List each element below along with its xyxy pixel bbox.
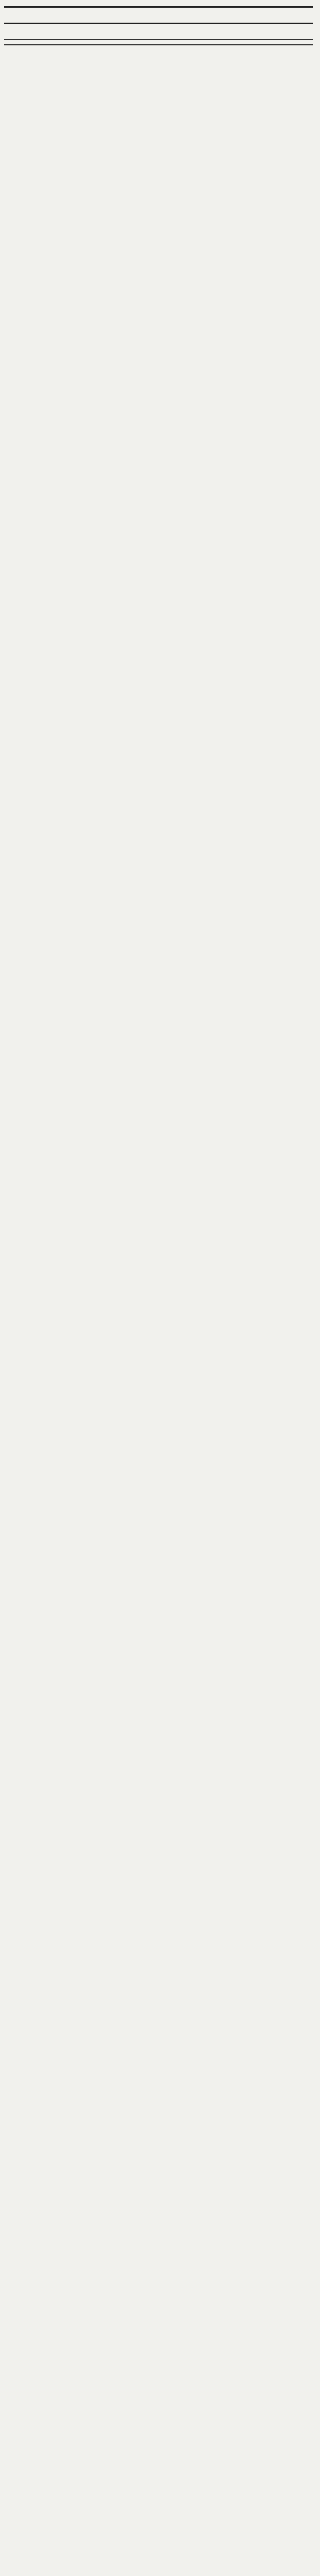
notice-final-heading — [4, 6, 313, 8]
newspaper-column — [4, 2, 313, 45]
bridge-total — [4, 44, 313, 45]
notice-sale-heading — [4, 23, 313, 24]
divider — [4, 39, 313, 40]
